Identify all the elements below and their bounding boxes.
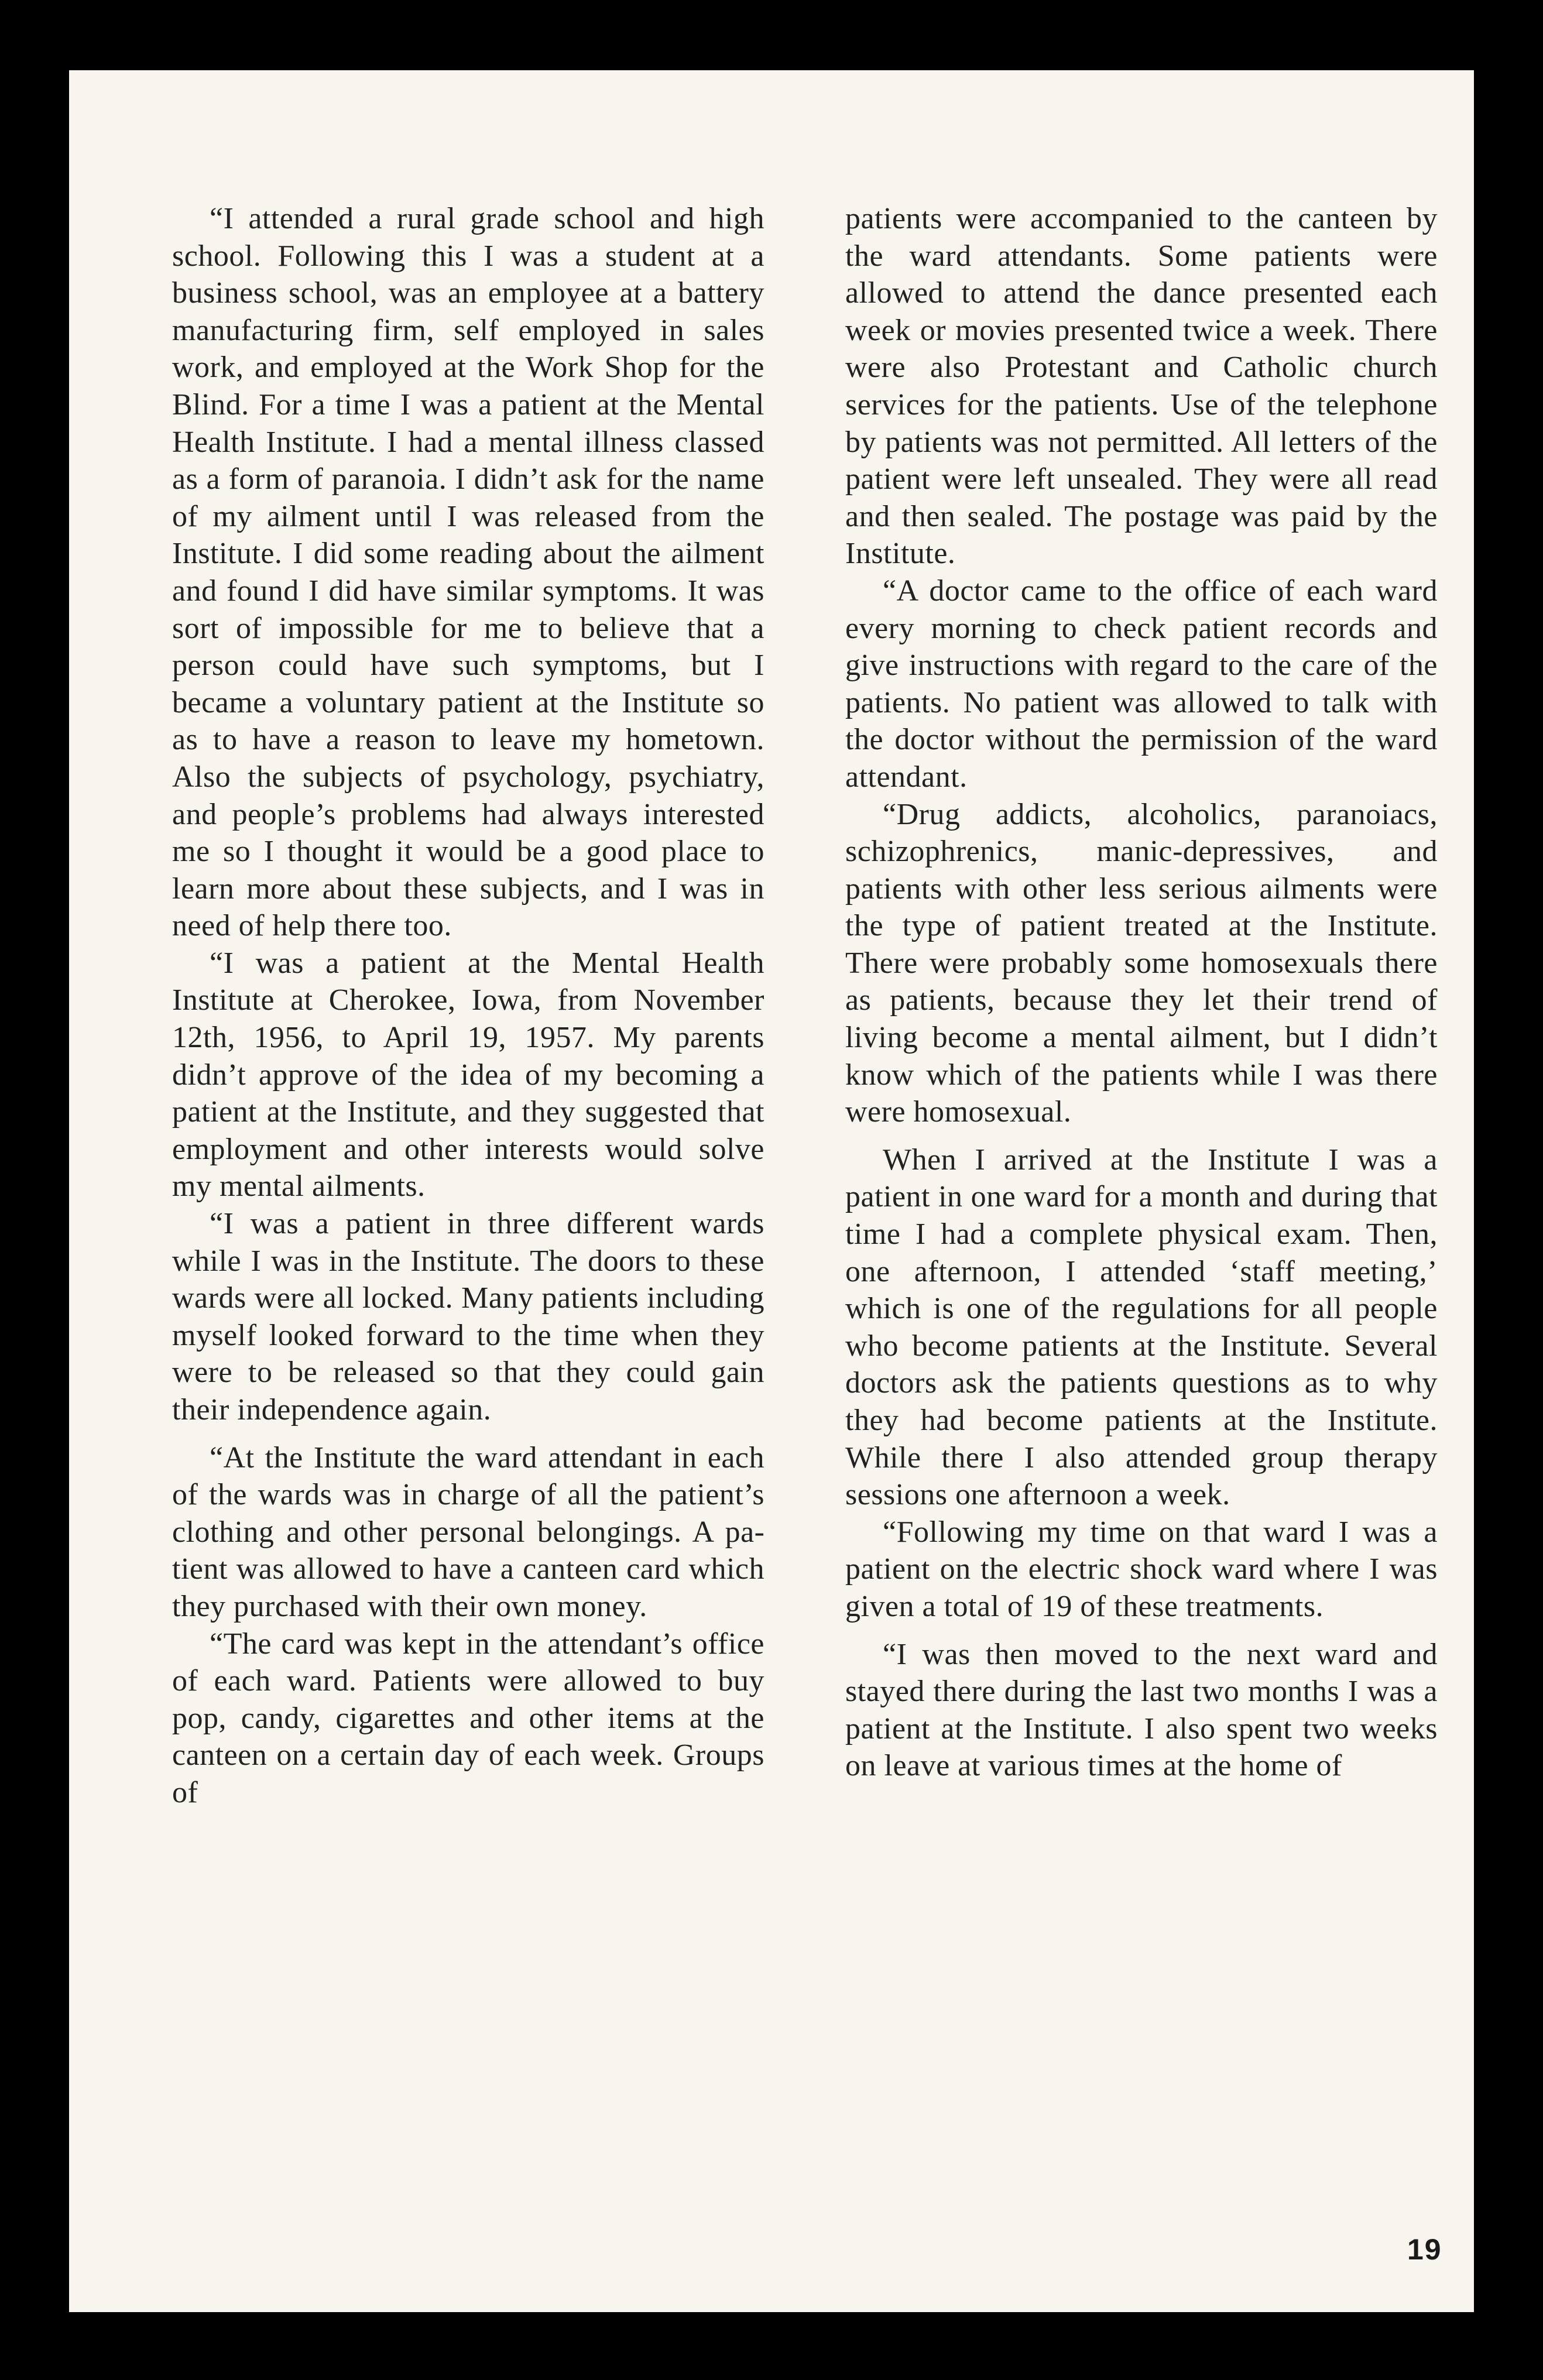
paragraph: “I attended a rural grade school and high school. Following this I was a student at a business school, was an employee at a battery manufacturing firm, self employed in sales work, and employed at the Work Shop for the Blind. For a time I was a patient at the Mental Health Institute. I had a mental illness classed as a form of paranoia. I didn’t ask for the name of my ailment until I was released from the Institute. I did some reading about the ailment and found I did have similar symptoms. It was sort of impossible for me to believe that a person could have such symptoms, but I became a voluntary patient at the Institute so as to have a reason to leave my hometown. Also the subjects of psychology, psychiatry, and people’s problems had always interested me so I thought it would be a good place to learn more about these subjects, and I was in need of help there too. [172,202,764,943]
paragraph: “I was a patient in three different wards while I was in the Institute. The doors to these wards were all locked. Many patients including myself looked forward to the time when they were to be released so that they could gain their independence again. [172,1207,764,1426]
book-page [69,70,1474,2312]
paragraph-continued: patients were accompanied to the canteen by the ward attendants. Some patients were allowed to attend the dance presented each week or movies presented twice a week. There were also Protestant and Catholic church services for the patients. Use of the telephone by patients was not permitted. All letters of the patient were left unsealed. They were all read and then sealed. The postage was paid by the Institute. [845,202,1438,571]
right-text-column [845,200,1438,2097]
paragraph: “Drug addicts, alcoholics, paranoiacs, schizophrenics, manic-depressives, and patients with other less serious ailments were the type of patient treated at the Institute. There were probably some homosexuals there as patients, because they let their trend of living become a mental ailment, but I didn’t know which of the patients while I was there were homosexual. [845,797,1438,1129]
paragraph: “I was a patient at the Mental Health Institute at Cherokee, Iowa, from November 12th, 1956, to April 19, 1957. My parents didn’t approve of the idea of my becoming a patient at the Institute, and they suggested that employment and other interests would solve my mental ailments. [172,946,764,1203]
left-text-column [172,200,764,2097]
paragraph: “I was then moved to the next ward and stayed there during the last two months I was a patient at the Institute. I also spent two weeks on leave at various times at the home of [845,1637,1438,1783]
paragraph: When I arrived at the Institute I was a patient in one ward for a month and during that time I had a complete physical exam. Then, one afternoon, I attended ‘staff meeting,’ which is one of the regulations for all people who become patients at the Institute. Several doctors ask the patients questions as to why they had become patients at the Institute. While there I also attended group therapy sessions one afternoon a week. [845,1143,1438,1512]
paragraph: “Following my time on that ward I was a patient on the electric shock ward where I was given a total of 19 of these treatments. [845,1515,1438,1623]
paragraph: “The card was kept in the attendant’s office of each ward. Patients were allowed to buy pop, candy, cigarettes and other items at the canteen on a certain day of each week. Groups of [172,1627,764,1809]
page-number: 19 [1407,2233,1442,2266]
paragraph: “At the Institute the ward attendant in each of the wards was in charge of all the patient’s clothing and other personal belongings. A patient was allowed to have a canteen card which they purchased with their own money. [172,1441,764,1623]
paragraph: “A doctor came to the office of each ward every morning to check patient records and give instructions with regard to the care of the patients. No patient was allowed to talk with the doctor without the permission of the ward attendant. [845,574,1438,794]
